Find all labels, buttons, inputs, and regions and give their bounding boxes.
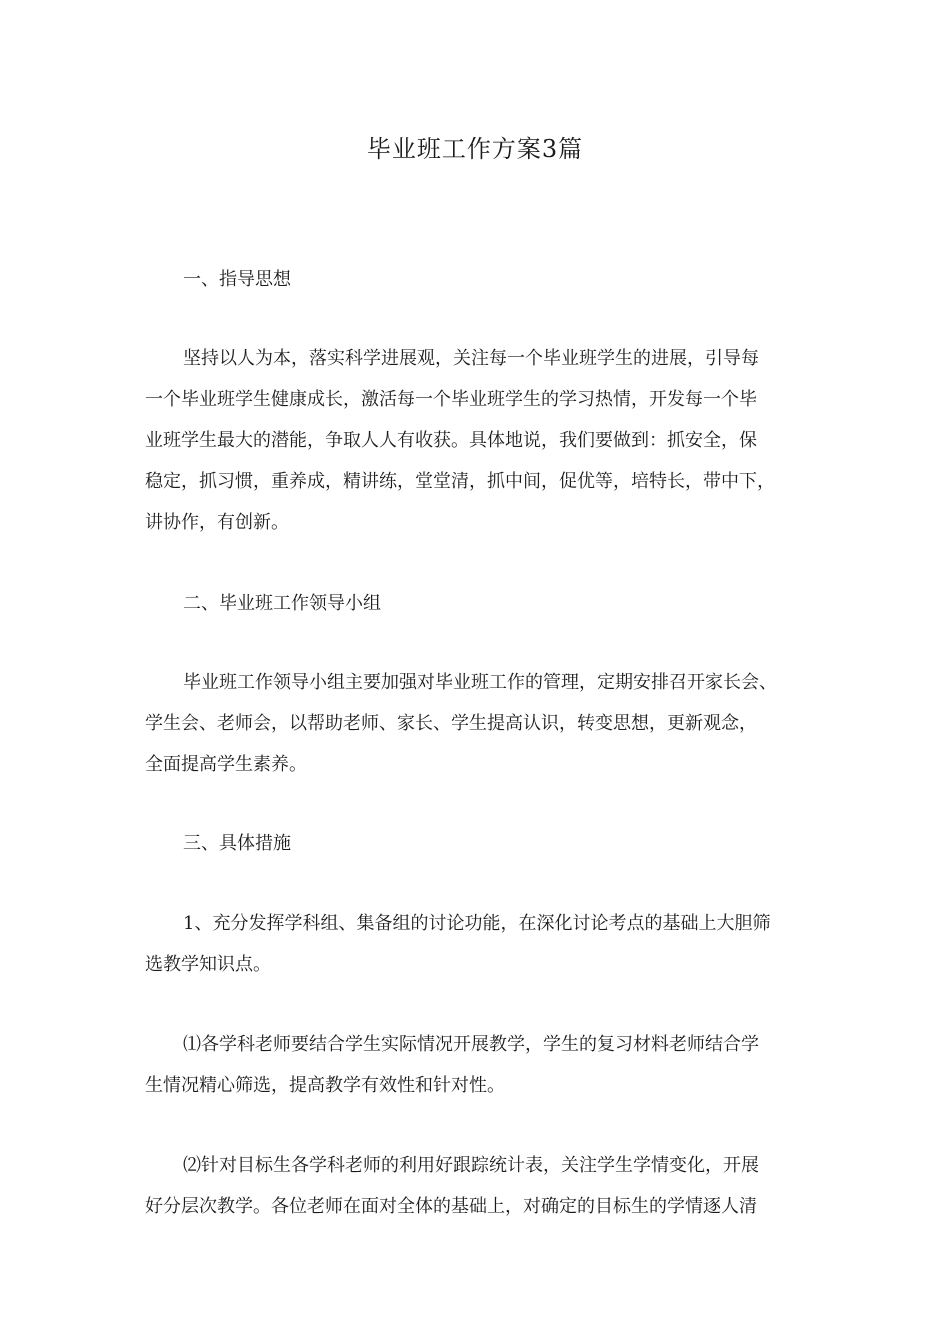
section-heading-guiding-ideology: 一、指导思想 bbox=[183, 269, 291, 290]
paragraph-line: 全面提高学生素养。 bbox=[145, 754, 307, 775]
paragraph-line: 业班学生最大的潜能，争取人人有收获。具体地说，我们要做到：抓安全，保 bbox=[145, 430, 757, 451]
paragraph-line: 1、充分发挥学科组、集备组的讨论功能，在深化讨论考点的基础上大胆筛 bbox=[183, 913, 771, 934]
section-heading-leadership-group: 二、毕业班工作领导小组 bbox=[183, 593, 381, 614]
paragraph-line: ⑴各学科老师要结合学生实际情况开展教学，学生的复习材料老师结合学 bbox=[183, 1034, 759, 1055]
paragraph-sub-measure-1 bbox=[145, 1024, 810, 1106]
paragraph-leadership-group bbox=[145, 662, 810, 785]
paragraph-line: 坚持以人为本，落实科学进展观，关注每一个毕业班学生的进展，引导每 bbox=[183, 348, 759, 369]
paragraph-line: ⑵针对目标生各学科老师的利用好跟踪统计表，关注学生学情变化，开展 bbox=[183, 1155, 759, 1176]
paragraph-measure-1 bbox=[145, 903, 810, 985]
document-title: 毕业班工作方案3篇 bbox=[366, 135, 584, 163]
paragraph-line: 讲协作，有创新。 bbox=[145, 512, 289, 533]
paragraph-line: 学生会、老师会，以帮助老师、家长、学生提高认识，转变思想，更新观念， bbox=[145, 713, 757, 734]
section-heading-specific-measures: 三、具体措施 bbox=[183, 833, 291, 854]
paragraph-line: 稳定，抓习惯，重养成，精讲练，堂堂清，抓中间，促优等，培特长，带中下， bbox=[145, 471, 775, 492]
paragraph-line: 毕业班工作领导小组主要加强对毕业班工作的管理，定期安排召开家长会、 bbox=[183, 672, 777, 693]
paragraph-guiding-ideology bbox=[145, 338, 810, 543]
paragraph-line: 生情况精心筛选，提高教学有效性和针对性。 bbox=[145, 1075, 505, 1096]
paragraph-line: 一个毕业班学生健康成长，激活每一个毕业班学生的学习热情，开发每一个毕 bbox=[145, 389, 757, 410]
paragraph-sub-measure-2 bbox=[145, 1145, 810, 1227]
paragraph-line: 选教学知识点。 bbox=[145, 954, 271, 975]
paragraph-line: 好分层次教学。各位老师在面对全体的基础上，对确定的目标生的学情逐人清 bbox=[145, 1196, 757, 1217]
